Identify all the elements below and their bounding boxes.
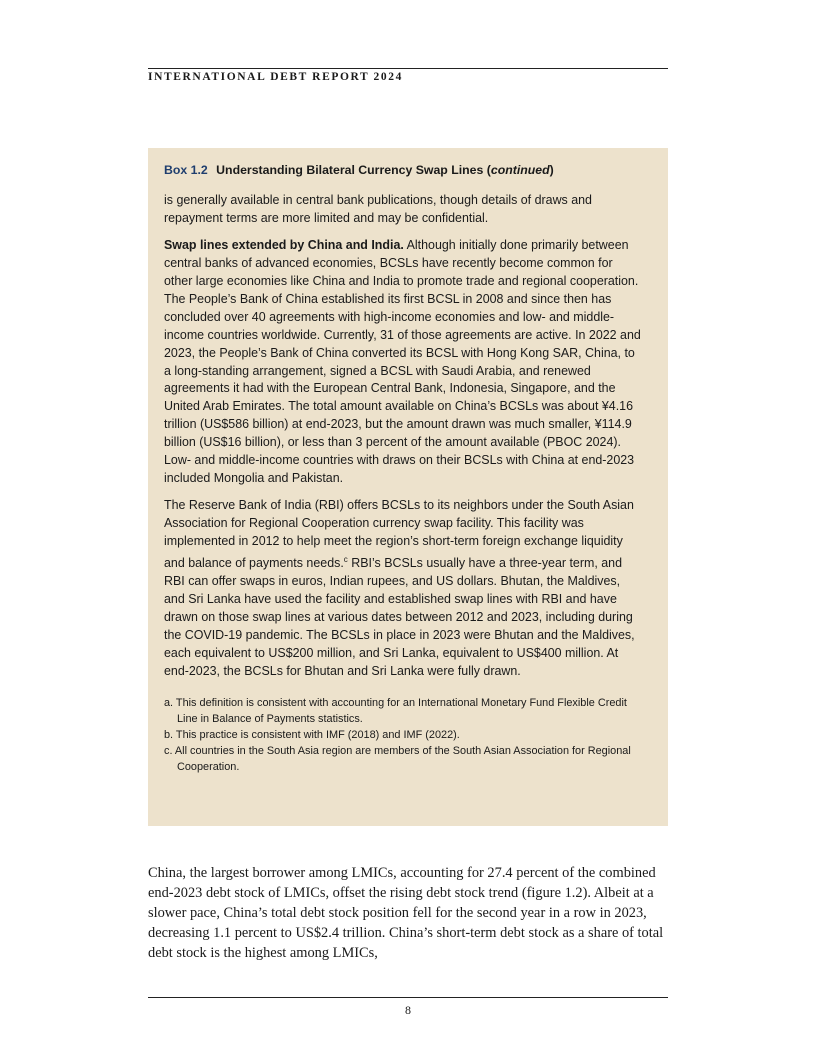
- box-continued: continued: [490, 163, 550, 177]
- box-note: b. This practice is consistent with IMF (2018) and IMF (2022).: [164, 728, 460, 741]
- body-paragraph: China, the largest borrower among LMICs, accounting for 27.4 percent of the combined end-2023 debt stock of LMICs, offset the rising debt stock trend (figure 1.2). Albeit at a slower pace, China’s total debt stock position fell for the second year in a row in 2023, decreasing 1.1 percent to US$2.4 trillion. China’s short-term debt stock as a share of total debt stock is the highest among LMICs,: [148, 865, 664, 962]
- note-reference-c: c: [343, 555, 348, 565]
- box-1-2: [148, 148, 668, 826]
- box-paragraph-3: [164, 497, 642, 681]
- header-rule: [148, 68, 668, 69]
- box-notes: [164, 695, 642, 775]
- box-content: [164, 162, 642, 775]
- main-body-text: [148, 863, 670, 963]
- box-title-text: Understanding Bilateral Currency Swap Lines: [216, 163, 484, 177]
- box-paragraph-2-body: Although initially done primarily between central banks of advanced economies, BCSLs have recently become common for other large economies like China and India to promote trade and regional cooperation. The People’s Bank of China established its first BCSL in 2008 and since then has concluded over 40 agreements with high-income economies and low- and middle-income countries worldwide. Currently, 31 of those agreements are active. In 2022 and 2023, the People’s Bank of China converted its BCSL with Hong Kong SAR, China, to a long-standing arrangement, signed a BCSL with Saudi Arabia, and renewed agreements it had with the European Central Bank, Indonesia, Singapore, and the United Arab Emirates. The total amount available on China’s BCSLs was about ¥4.16 trillion (US$586 billion) at end-2023, but the amount drawn was much smaller, ¥114.9 billion (US$16 billion), or less than 3 percent of the amount available (PBOC 2024). Low- and middle-income countries with draws on their BCSLs with China at end-2023 included Mongolia and Pakistan.: [164, 237, 641, 486]
- footer-rule: [148, 997, 668, 998]
- box-paragraph-1: is generally available in central bank publications, though details of draws and repayment terms are more limited and may be confidential.: [164, 192, 592, 225]
- page-number: 8: [405, 1003, 411, 1017]
- box-paragraph-2-heading: Swap lines extended by China and India.: [164, 237, 404, 252]
- box-paragraph-3-part2: RBI’s BCSLs usually have a three-year term, and RBI can offer swaps in euros, Indian rupees, and US dollars. Bhutan, the Maldives, and Sri Lanka have used the facility and established swap lines with RBI and have drawn on those swap lines at various dates between 2012 and 2023, including during the COVID-19 pandemic. The BCSLs in place in 2023 were Bhutan and the Maldives, each equivalent to US$200 million, and Sri Lanka, equivalent to US$400 million. At end-2023, the BCSLs for Bhutan and Sri Lanka were fully drawn.: [164, 556, 635, 678]
- box-paragraph-3-part1: The Reserve Bank of India (RBI) offers BCSLs to its neighbors under the South Asian Association for Regional Cooperation currency swap facility. This facility was implemented in 2012 to help meet the region’s short-term foreign exchange liquidity and balance of payments needs.: [164, 498, 634, 571]
- running-head: INTERNATIONAL DEBT REPORT 2024: [148, 71, 403, 83]
- box-note: a. This definition is consistent with accounting for an International Monetary Fund Flexible Credit Line in Balance of Payments statistics.: [164, 696, 627, 725]
- box-title: Box 1.2 Understanding Bilateral Currency Swap Lines (continued): [164, 163, 554, 177]
- box-number: Box 1.2: [164, 163, 208, 177]
- box-paragraph-2: [164, 237, 642, 488]
- box-note: c. All countries in the South Asia region are members of the South Asian Association for Regional Cooperation.: [164, 744, 631, 773]
